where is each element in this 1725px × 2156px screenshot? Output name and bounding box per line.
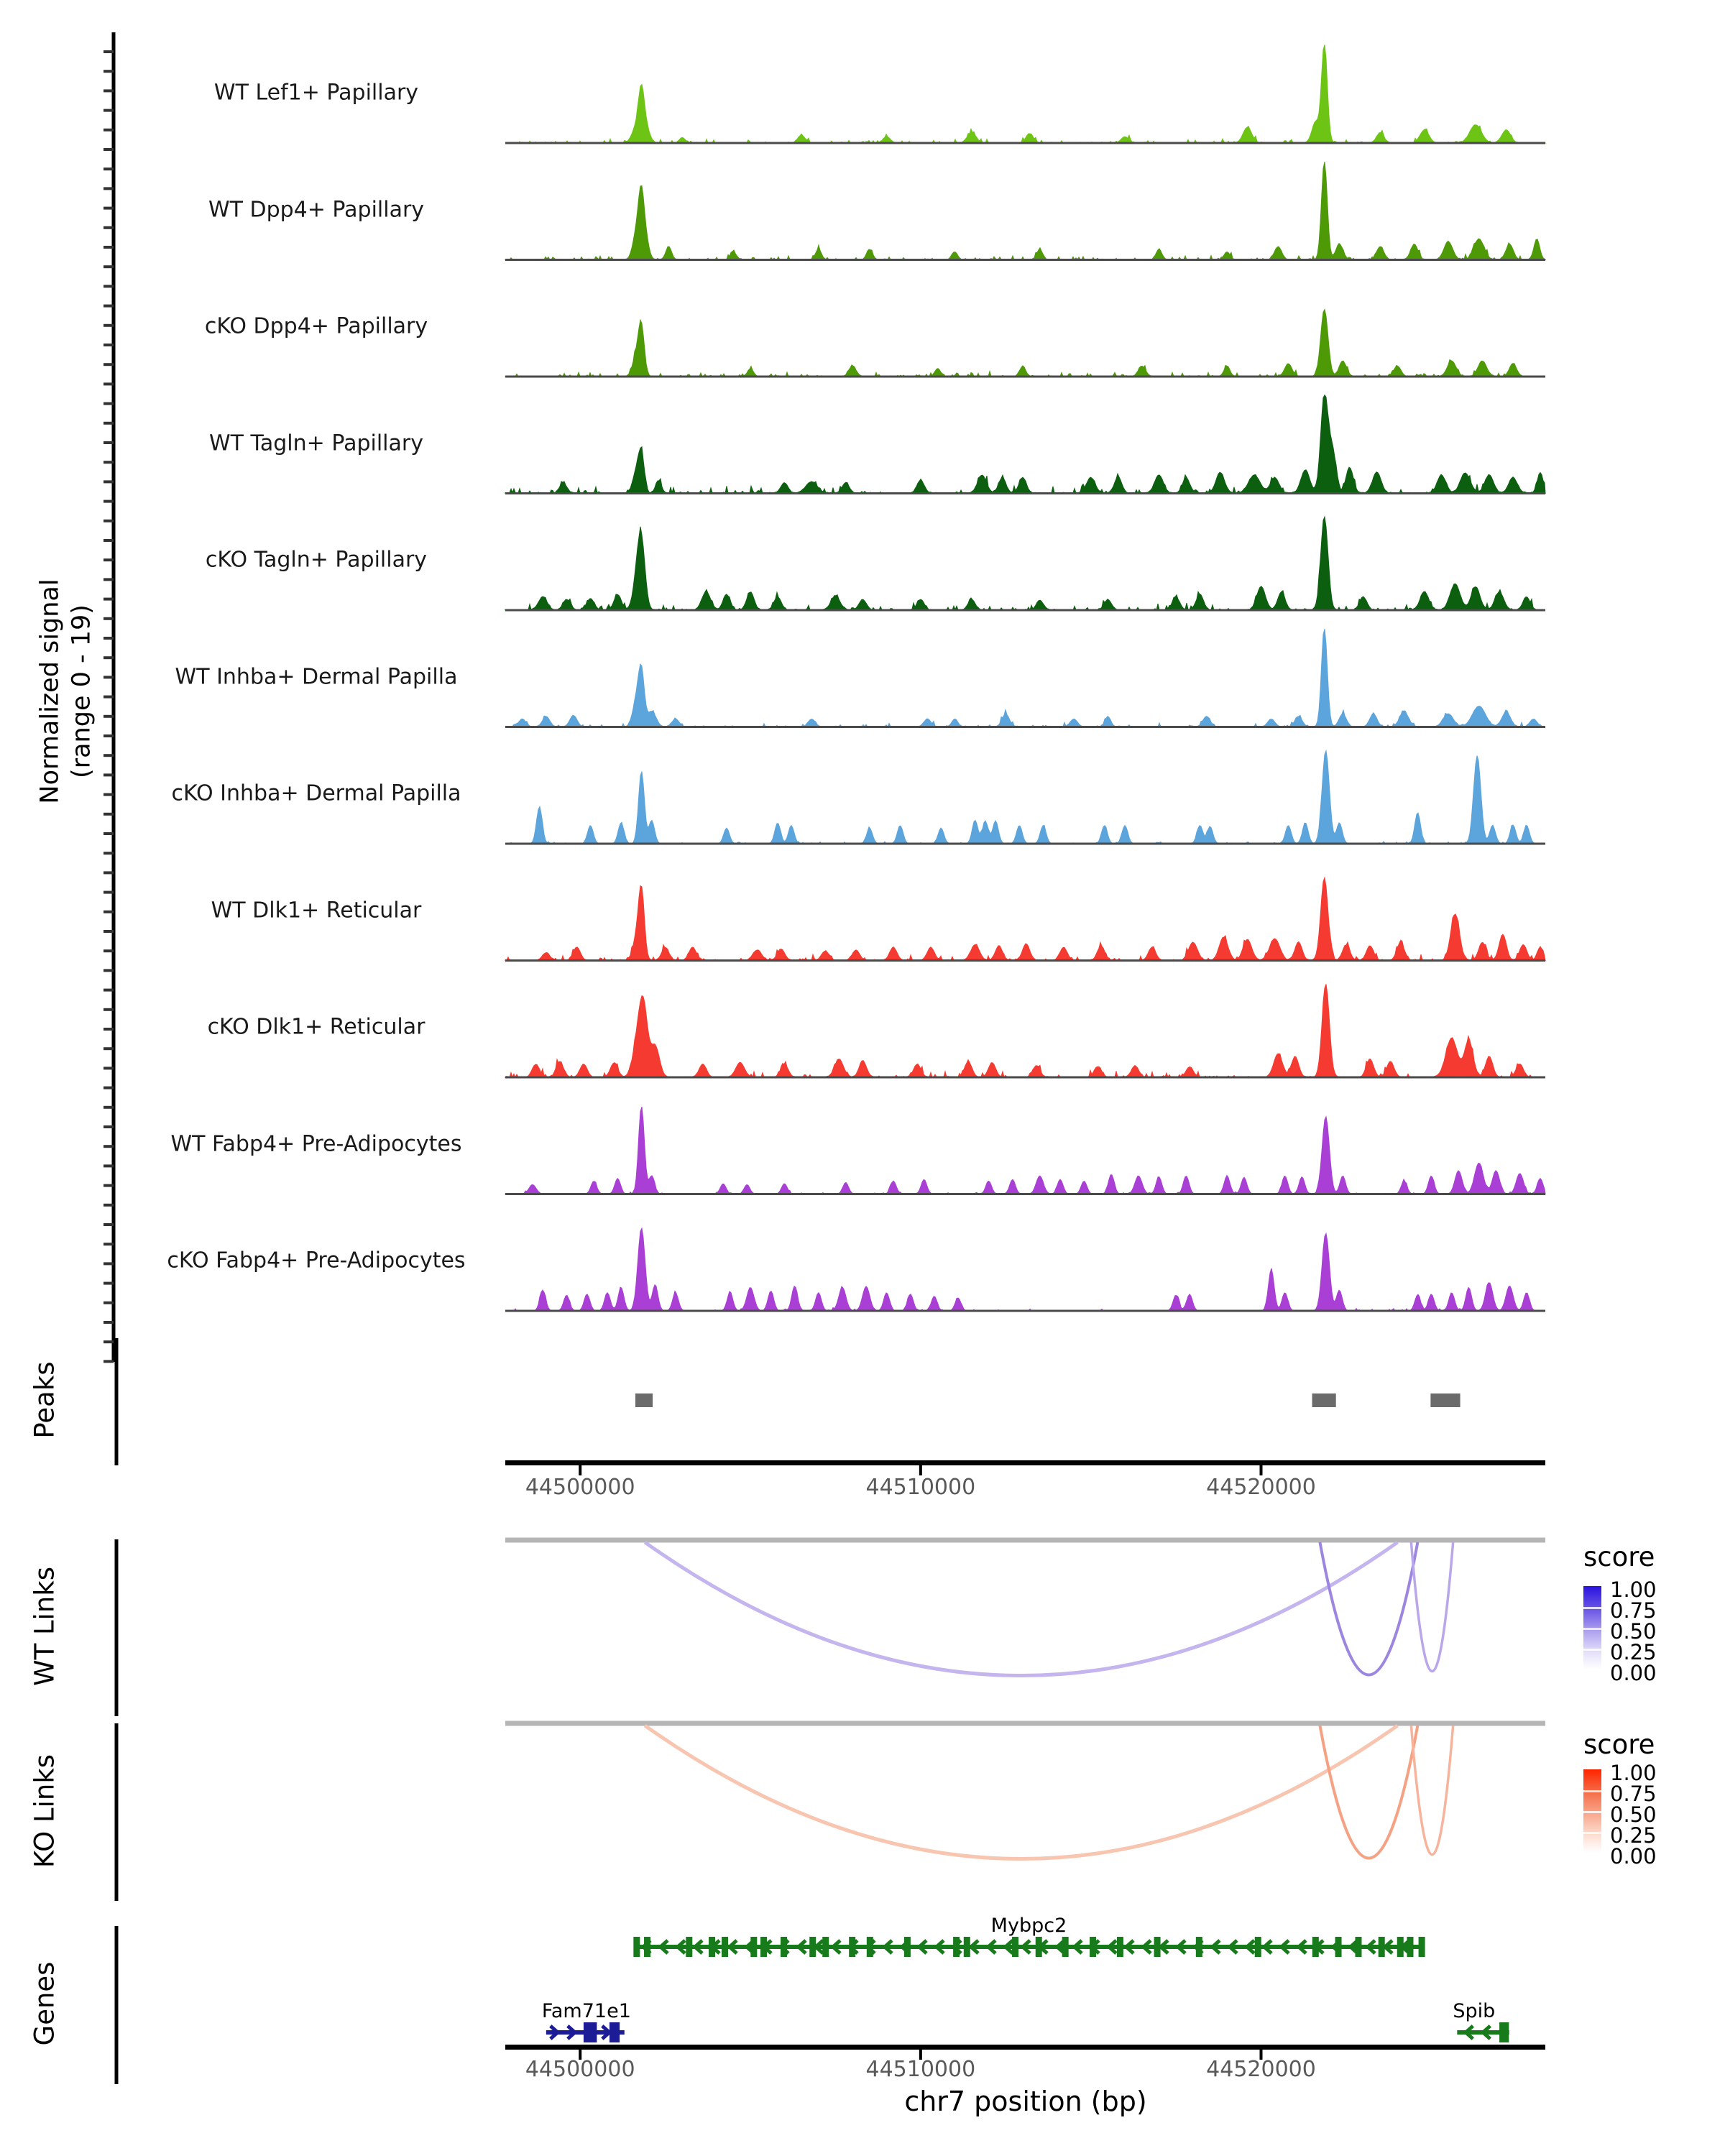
y-axis-label-line2: (range 0 - 19) — [67, 604, 96, 778]
legend-tick-1.00: 1.00 — [1610, 1761, 1657, 1785]
track-label-11: cKO Fabp4+ Pre-Adipocytes — [167, 1248, 466, 1273]
peaks-axis-tick-label-0: 44500000 — [525, 1475, 635, 1500]
gene-label-Fam71e1: Fam71e1 — [541, 2000, 631, 2022]
track-label-2: WT Dpp4+ Papillary — [208, 197, 425, 222]
legend-tick-0.50: 0.50 — [1610, 1619, 1657, 1644]
wt-links-legend-title: score — [1583, 1542, 1655, 1572]
section-label-ko-links: KO Links — [29, 1754, 60, 1869]
section-label-wt-links: WT Links — [29, 1567, 60, 1686]
gene-label-Spib: Spib — [1453, 2000, 1496, 2022]
track-label-5: cKO Tagln+ Papillary — [205, 547, 428, 573]
legend-tick-0.00: 0.00 — [1610, 1844, 1657, 1869]
x-axis-title: chr7 position (bp) — [904, 2086, 1147, 2117]
track-label-4: WT Tagln+ Papillary — [209, 430, 423, 456]
bottom-axis-tick-label-1: 44510000 — [865, 2057, 976, 2082]
legend-tick-0.50: 0.50 — [1610, 1802, 1657, 1827]
ko-links-legend-gradient — [1583, 1769, 1601, 1853]
section-label-genes: Genes — [29, 1961, 60, 2046]
track-label-10: WT Fabp4+ Pre-Adipocytes — [170, 1131, 462, 1156]
legend-gradient-notch — [1583, 1790, 1601, 1792]
legend-gradient-notch — [1583, 1811, 1601, 1813]
gene-label-Mybpc2: Mybpc2 — [990, 1915, 1067, 1937]
peaks-axis-tick-label-2: 44520000 — [1206, 1475, 1316, 1500]
legend-gradient-notch — [1583, 1649, 1601, 1651]
bottom-axis-tick-label-0: 44500000 — [525, 2057, 635, 2082]
legend-tick-1.00: 1.00 — [1610, 1577, 1657, 1602]
legend-tick-0.75: 0.75 — [1610, 1598, 1657, 1623]
y-axis-label — [34, 579, 98, 803]
track-label-9: cKO Dlk1+ Reticular — [207, 1014, 426, 1040]
y-axis-label-line1: Normalized signal — [35, 579, 65, 804]
ko-links-legend-title: score — [1583, 1729, 1655, 1760]
legend-tick-0.25: 0.25 — [1610, 1640, 1657, 1664]
peaks-axis-tick-label-1: 44510000 — [865, 1475, 976, 1500]
track-label-8: WT Dlk1+ Reticular — [211, 898, 422, 923]
legend-gradient-notch — [1583, 1832, 1601, 1834]
track-label-1: WT Lef1+ Papillary — [213, 80, 419, 106]
legend-tick-0.00: 0.00 — [1610, 1661, 1657, 1685]
track-label-6: WT Inhba+ Dermal Papilla — [175, 664, 458, 689]
track-label-3: cKO Dpp4+ Papillary — [204, 313, 428, 339]
legend-gradient-notch — [1583, 1607, 1601, 1609]
bottom-axis-tick-label-2: 44520000 — [1206, 2057, 1316, 2082]
section-label-peaks: Peaks — [29, 1361, 60, 1439]
legend-tick-0.75: 0.75 — [1610, 1782, 1657, 1806]
track-label-7: cKO Inhba+ Dermal Papilla — [171, 780, 461, 806]
legend-gradient-notch — [1583, 1628, 1601, 1630]
legend-tick-0.25: 0.25 — [1610, 1823, 1657, 1848]
wt-links-legend-gradient — [1583, 1586, 1601, 1669]
